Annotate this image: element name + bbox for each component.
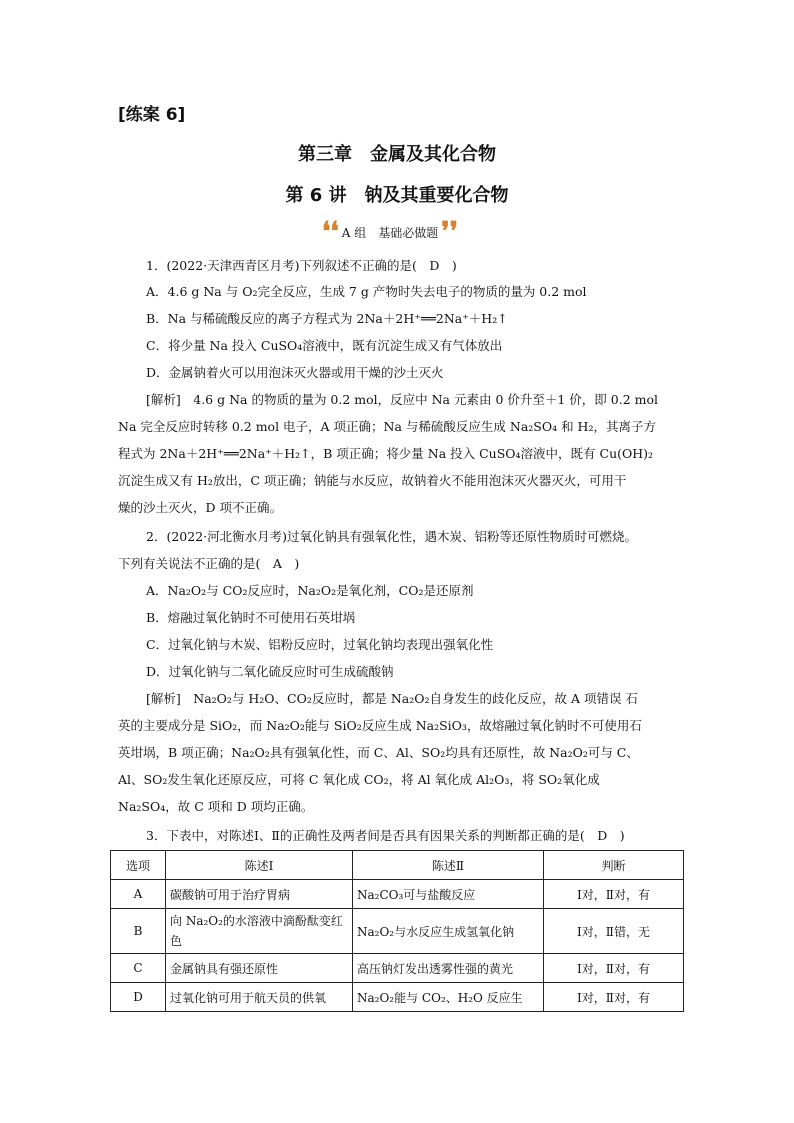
cell-judgement: Ⅰ对，Ⅱ对，有 xyxy=(544,954,684,983)
analysis-line: Na 完全反应时转移 0.2 mol 电子，A 项正确；Na 与稀硫酸反应生成 Na₂SO₄ 和 H₂，其离子方 xyxy=(118,419,656,434)
choice-b: B．Na 与稀硫酸反应的离子方程式为 2Na＋2H⁺══2Na⁺＋H₂↑ xyxy=(146,311,508,326)
cell-statement-2: Na₂CO₃可与盐酸反应 xyxy=(353,880,544,909)
analysis-line: [解析] 4.6 g Na 的物质的量为 0.2 mol，反应中 Na 元素由 0 价升至＋1 价，即 0.2 mol xyxy=(146,392,659,407)
choice-d: D．金属钠着火可以用泡沫灭火器或用干燥的沙土灭火 xyxy=(146,365,444,380)
analysis-line: Al、SO₂发生氧化还原反应，可将 C 氧化成 CO₂，将 Al 氧化成 Al₂O₃，将 SO₂氧化成 xyxy=(118,772,600,787)
question-stem: 1．(2022·天津西青区月考)下列叙述不正确的是( D ) xyxy=(146,258,457,273)
chapter-title: 第三章 金属及其化合物 xyxy=(298,144,496,165)
cell-statement-1: 向 Na₂O₂的水溶液中滴酚酞变红色 xyxy=(166,909,353,954)
cell-judgement: Ⅰ对，Ⅱ对，有 xyxy=(544,983,684,1012)
table-row xyxy=(111,954,684,983)
table-header-row xyxy=(111,851,684,880)
analysis-line: Na₂SO₄，故 C 项和 D 项均正确。 xyxy=(118,799,314,814)
analysis-line: 沉淀生成又有 H₂放出，C 项正确；钠能与水反应，故钠着火不能用泡沫灭火器灭火，可用干 xyxy=(118,473,627,488)
cell-option: A xyxy=(111,880,166,909)
table-row xyxy=(111,909,684,954)
question-stem-cont: 下列有关说法不正确的是( A ) xyxy=(118,556,300,571)
close-quote-icon: ❜❜ xyxy=(441,217,459,247)
table-row xyxy=(111,983,684,1012)
choice-c: C．过氧化钠与木炭、铝粉反应时，过氧化钠均表现出强氧化性 xyxy=(146,637,494,652)
cell-statement-2: 高压钠灯发出透雾性强的黄光 xyxy=(353,954,544,983)
header-statement-1: 陈述Ⅰ xyxy=(166,851,353,880)
header-option: 选项 xyxy=(111,851,166,880)
analysis-line: 燥的沙土灭火，D 项不正确。 xyxy=(118,500,282,515)
open-quote-icon: ❛❛ xyxy=(322,217,339,247)
cell-statement-1: 碳酸钠可用于治疗胃病 xyxy=(166,880,353,909)
choice-a: A．4.6 g Na 与 O₂完全反应，生成 7 g 产物时失去电子的物质的量为 0.2 mol xyxy=(146,284,587,299)
question-stem: 3．下表中，对陈述Ⅰ、Ⅱ的正确性及两者间是否具有因果关系的判断都正确的是( D ) xyxy=(146,828,625,843)
cell-statement-2: Na₂O₂能与 CO₂、H₂O 反应生 xyxy=(353,983,544,1012)
comparison-table xyxy=(110,850,684,1012)
analysis-line: 程式为 2Na＋2H⁺══2Na⁺＋H₂↑，B 项正确；将少量 Na 投入 CuSO₄溶液中，既有 Cu(OH)₂ xyxy=(118,446,654,461)
analysis-line: [解析] Na₂O₂与 H₂O、CO₂反应时，都是 Na₂O₂自身发生的歧化反应，故 A 项错误 石 xyxy=(146,691,638,706)
analysis-line: 英坩埚，B 项正确；Na₂O₂具有强氧化性，而 C、Al、SO₂均具有还原性，故 Na₂O₂可与 C、 xyxy=(118,745,639,760)
lecture-title: 第 6 讲 钠及其重要化合物 xyxy=(285,185,509,206)
exercise-tag: [练案 6] xyxy=(118,105,186,125)
cell-statement-1: 过氧化钠可用于航天员的供氧 xyxy=(166,983,353,1012)
cell-option: D xyxy=(111,983,166,1012)
choice-a: A．Na₂O₂与 CO₂反应时，Na₂O₂是氧化剂，CO₂是还原剂 xyxy=(146,583,474,598)
cell-judgement: Ⅰ对，Ⅱ对，有 xyxy=(544,880,684,909)
cell-option: B xyxy=(111,909,166,954)
table-row xyxy=(111,880,684,909)
choice-c: C．将少量 Na 投入 CuSO₄溶液中，既有沉淀生成又有气体放出 xyxy=(146,338,503,353)
question-stem: 2．(2022·河北衡水月考)过氧化钠具有强氧化性，遇木炭、铝粉等还原性物质时可燃烧。 xyxy=(146,529,637,544)
analysis-line: 英的主要成分是 SiO₂，而 Na₂O₂能与 SiO₂反应生成 Na₂SiO₃，故熔融过氧化钠时不可使用石 xyxy=(118,718,642,733)
choice-d: D．过氧化钠与二氧化硫反应时可生成硫酸钠 xyxy=(146,664,394,679)
header-statement-2: 陈述Ⅱ xyxy=(353,851,544,880)
group-label: A 组 基础必做题 xyxy=(341,225,439,240)
group-heading xyxy=(322,217,459,247)
cell-statement-1: 金属钠具有强还原性 xyxy=(166,954,353,983)
choice-b: B．熔融过氧化钠时不可使用石英坩埚 xyxy=(146,610,356,625)
header-judgement: 判断 xyxy=(544,851,684,880)
cell-judgement: Ⅰ对，Ⅱ错，无 xyxy=(544,909,684,954)
cell-statement-2: Na₂O₂与水反应生成氢氧化钠 xyxy=(353,909,544,954)
cell-option: C xyxy=(111,954,166,983)
